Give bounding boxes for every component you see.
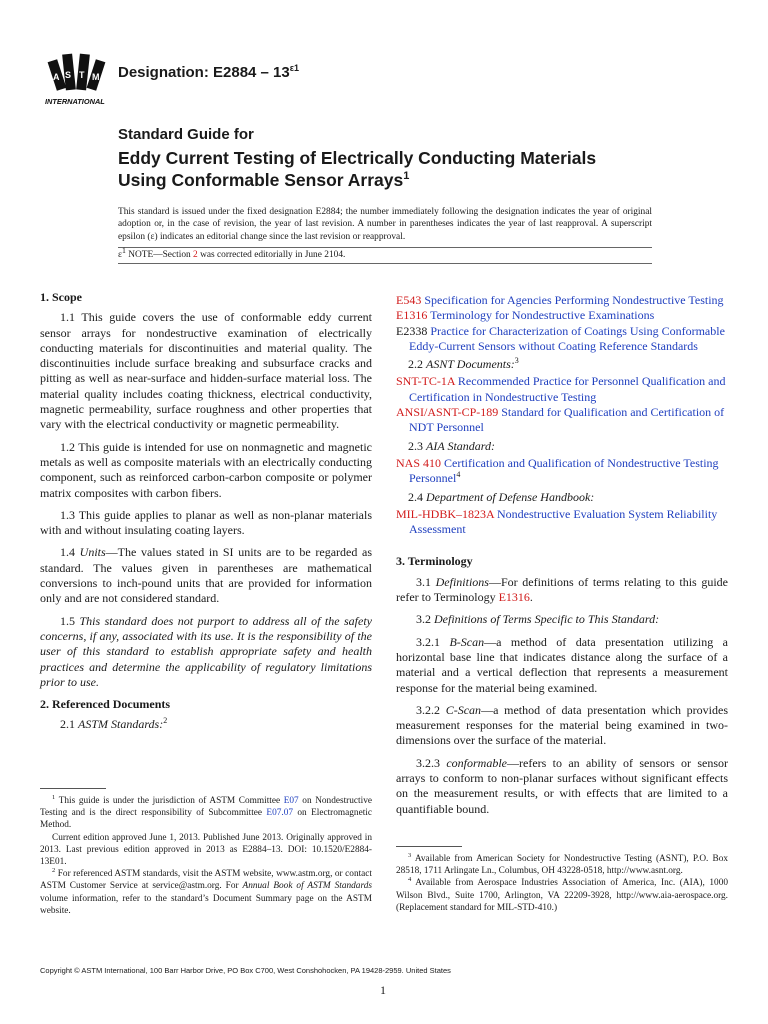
committee-e07-link[interactable]: E07	[283, 796, 299, 806]
paragraph-1-1: 1.1 This guide covers the use of conformable eddy current sensor arrays for nondestructive examination of electrically conducting materials for discontinuities and material quality. The discontinuities include surface breaking and subsurface cracks and pitting as well as near-surface and hidden-surface material loss. The material quality includes coating thickness, electrical conductivity, magnetic permeability, surface roughness and other properties that vary with the electrical conductivity or magnetic permeability.	[40, 310, 372, 432]
paragraph-3-1: 3.1 Definitions—For definitions of terms relating to this guide refer to Terminology E1316.	[396, 574, 729, 605]
footnote-rule	[396, 846, 462, 847]
ref-nas-410[interactable]: NAS 410 Certification and Qualification of Nondestructive Testing Personnel$^4$	[396, 455, 719, 486]
copyright-line: Copyright © ASTM International, 100 Barr Harbor Drive, PO Box C700, West Conshohocken, PA 19428-2959. United States	[40, 966, 451, 975]
ref-mil-hdbk-1823a[interactable]: MIL-HDBK–1823A Nondestructive Evaluation System Reliability Assessment	[396, 506, 718, 537]
footnote-rule	[40, 788, 106, 789]
divider	[118, 263, 652, 264]
doc-subtitle: Standard Guide for	[118, 126, 254, 143]
ref-snt-tc-1a[interactable]: SNT-TC-1A Recommended Practice for Personnel Qualification and Certification in Nondestructive Testing	[396, 374, 726, 404]
page-number: 1	[380, 983, 386, 997]
footnote-3: $^3$ Available from American Society for Nondestructive Testing (ASNT), P.O. Box 28518, 1711 Arlingate Ln., Columbus, OH 43228-0518, http://www.asnt.org.	[396, 851, 728, 877]
paragraph-3-2-2: 3.2.2 C-Scan—a method of data presentation which provides measurement responses for the material being examined in two-dimensions over the surface of the material.	[396, 702, 729, 748]
footnote-1-edition: Current edition approved June 1, 2013. Published June 2013. Originally approved in 2013. Last previous edition approved in 2013 as E2884–13. DOI: 10.1520/E2884-13E01.	[40, 832, 372, 868]
astm-logo	[44, 50, 112, 108]
divider	[118, 247, 652, 248]
footnote-2: $^2$ For referenced ASTM standards, visit the ASTM website, www.astm.org, or contact ASTM Customer Service at service@astm.org. For Annual Book of ASTM Standards volume information, refer to the standard’s Document Summary page on the ASTM website.	[40, 867, 373, 916]
paragraph-2-1: 2.1 ASTM Standards:$^2$	[60, 716, 168, 732]
subsection-2-4: 2.4 Department of Defense Handbook:	[408, 489, 595, 504]
subsection-2-2: 2.2 ASNT Documents:$^3$	[408, 356, 519, 372]
section-2-link[interactable]: 2	[193, 250, 198, 260]
footnotes-right	[396, 853, 728, 914]
e1316-link[interactable]: E1316	[498, 590, 530, 605]
footnote-4: $^4$ Available from Aerospace Industries Association of America, Inc. (AIA), 1000 Wilson Blvd., Suite 1700, Arlington, VA 22209-3928, http://www.aia-aerospace.org. (Replacement standard for MIL-STD-410.)	[396, 876, 728, 913]
title-line-1: Eddy Current Testing of Electrically Conducting Materials	[118, 148, 597, 168]
ref-e1316[interactable]: E1316 Terminology for Nondestructive Examinations	[396, 308, 655, 323]
ref-e2338[interactable]: E2338 Practice for Characterization of Coatings Using Conformable Eddy-Current Sensors without Coating Reference Standards	[396, 323, 725, 353]
designation-label: Designation: E2884 – 13	[118, 64, 290, 81]
paragraph-3-2-1: 3.2.1 B-Scan—a method of data presentation utilizing a horizontal base line that indicates distance along the surface of a material and a vertical deflection that represents a measurement response for the material being examined.	[396, 634, 728, 695]
svg-text:A: A	[53, 72, 60, 82]
title-footnote-mark: 1	[403, 170, 410, 183]
section-heading-scope: 1. Scope	[40, 290, 82, 304]
issuance-notice: This standard is issued under the fixed designation E2884; the number immediately following the designation indicates the year of original adoption or, in the case of revision, the year of last revision. A number in parentheses indicates the year of last reapproval. A superscript epsilon (ε) indicates an editorial change since the last revision or reapproval.	[118, 207, 652, 242]
paragraph-1-2: 1.2 This guide is intended for use on nonmagnetic and magnetic metals as well as composite materials with an electrically conducting component, such as reinforced carbon-carbon composite or polymer matrix composites with carbon fibers.	[40, 439, 372, 500]
svg-text:T: T	[79, 70, 85, 80]
ref-e543[interactable]: E543 Specification for Agencies Performing Nondestructive Testing	[396, 293, 724, 307]
designation-superscript: ε1	[289, 63, 300, 73]
editorial-note: $\varepsilon^1$ NOTE—Section 2 was corrected editorially in June 2104.	[118, 245, 346, 260]
right-column	[396, 293, 728, 824]
paragraph-1-5: 1.5 This standard does not purport to address all of the safety concerns, if any, associated with its use. It is the responsibility of the user of this standard to establish appropriate safety and health practices and determine the applicability of regulatory limitations prior to use.	[40, 613, 373, 689]
svg-text:M: M	[92, 72, 100, 82]
paragraph-1-4: 1.4 Units—The values stated in SI units are to be regarded as standard. The values given in parentheses are mathematical conversions to inch-pound units that are provided for information only and are not considered standard.	[40, 545, 373, 606]
subcommittee-e07-07-link[interactable]: E07.07	[266, 808, 294, 819]
footnote-1: $^1$ This guide is under the jurisdiction of ASTM Committee E07 on Nondestructive Testing and is the direct responsibility of Subcommittee E07.07 on Electromagnetic Method.	[40, 793, 372, 831]
title-line-2: Using Conformable Sensor Arrays	[118, 170, 404, 190]
svg-text:S: S	[65, 70, 72, 80]
footnotes-left	[40, 795, 372, 917]
left-column	[40, 290, 372, 740]
subsection-2-3: 2.3 AIA Standard:	[408, 438, 495, 453]
designation	[118, 64, 299, 81]
section-heading-referenced-documents: 2. Referenced Documents	[40, 697, 171, 712]
section-heading-terminology: 3. Terminology	[396, 554, 473, 569]
paragraph-3-2: 3.2 Definitions of Terms Specific to This Standard:	[416, 612, 660, 627]
paragraph-1-3: 1.3 This guide applies to planar as well as non-planar materials with and without insulating coating layers.	[40, 507, 372, 538]
ref-ansi-asnt-cp-189[interactable]: ANSI/ASNT-CP-189 Standard for Qualification and Certification of NDT Personnel	[396, 405, 725, 435]
paragraph-3-2-3: 3.2.3 conformable—refers to an ability of sensors or sensor arrays to conform to non-planar surfaces without significant effects on the measurement results, or with effects that are limited to a quantifiable bound.	[396, 755, 728, 816]
logo-subtext: INTERNATIONAL	[45, 97, 105, 106]
doc-title	[118, 147, 638, 191]
